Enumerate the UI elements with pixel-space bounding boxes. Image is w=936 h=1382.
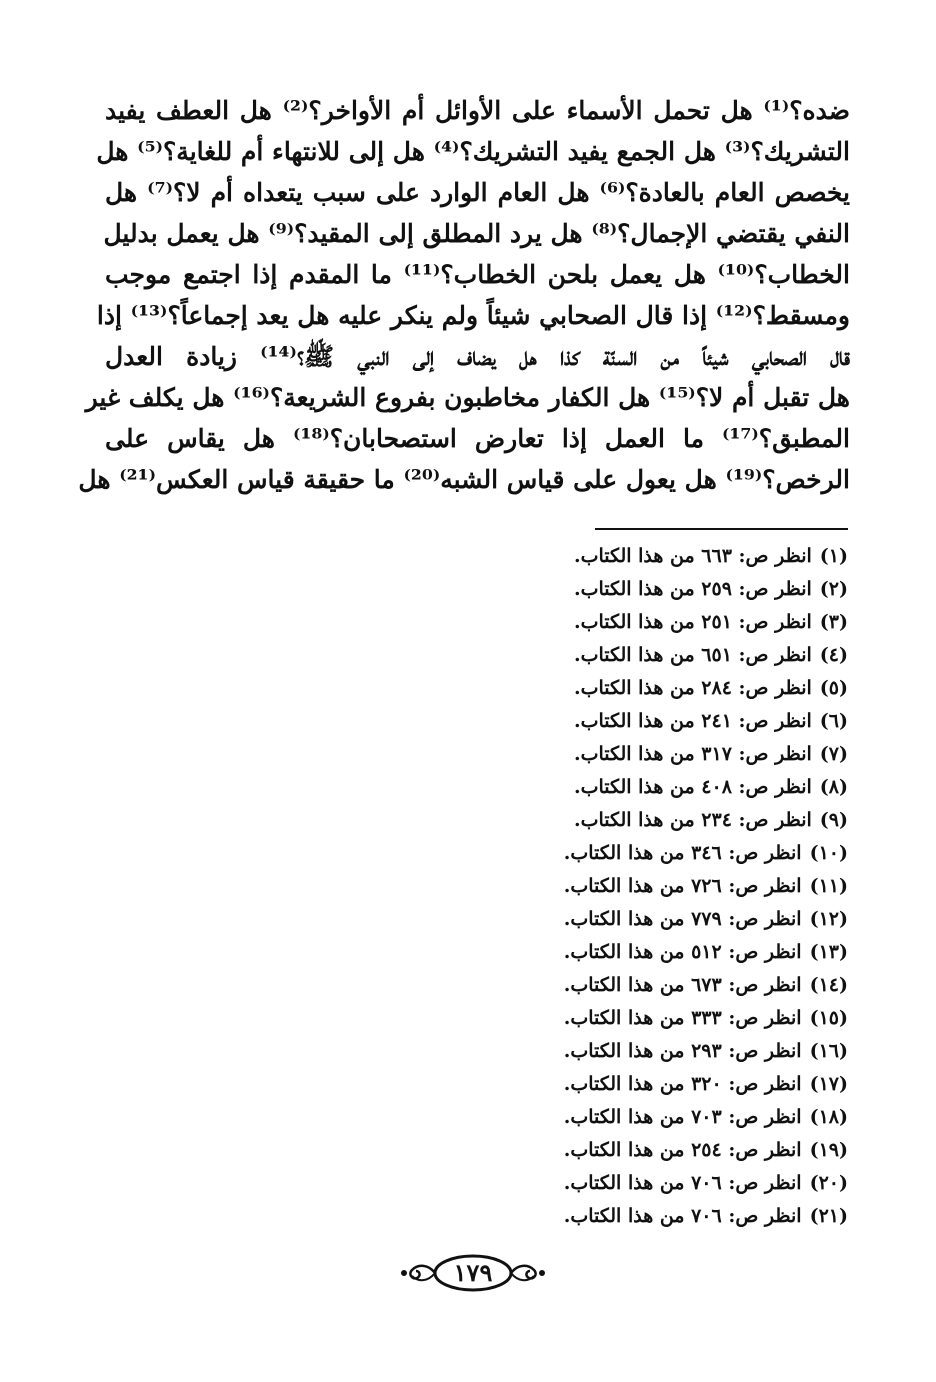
text-line: ضده؟⁽¹⁾ هل تحمل الأسماء على الأوائل أم الأواخر؟⁽²⁾ هل العطف يفيد: [105, 96, 850, 125]
footnote-item: [420, 639, 850, 672]
text-line: المطبق؟⁽¹⁷⁾ ما العمل إذا تعارض استصحابان؟⁽¹⁸⁾ هل يقاس على: [105, 424, 850, 453]
footnote-number: (١٢): [809, 908, 848, 930]
footnote-number: (٦): [819, 710, 848, 732]
footnote-number: (٩): [819, 809, 848, 831]
footnote-number: (٥): [819, 677, 848, 699]
footnote-item: [420, 705, 850, 738]
footnote-item: [420, 738, 850, 771]
footnote-text: انظر ص: ٧٠٦ من هذا الكتاب.: [563, 1172, 802, 1194]
footnote-text: انظر ص: ٣٣٣ من هذا الكتاب.: [563, 1007, 802, 1029]
footnote-item: [420, 573, 850, 606]
text-line: النفي يقتضي الإجمال؟⁽⁸⁾ هل يرد المطلق إلى المقيد؟⁽⁹⁾ هل يعمل بدليل: [103, 219, 850, 248]
footnote-number: (٢٠): [809, 1172, 848, 1194]
footnote-text: انظر ص: ٢٥٤ من هذا الكتاب.: [563, 1139, 802, 1161]
footnote-text: انظر ص: ٢٥١ من هذا الكتاب.: [573, 611, 812, 633]
footnote-text: انظر ص: ٣٤٦ من هذا الكتاب.: [563, 842, 802, 864]
footnote-text: انظر ص: ٢٩٣ من هذا الكتاب.: [563, 1040, 802, 1062]
footnote-number: (١٠): [809, 842, 848, 864]
footnote-number: (١٨): [809, 1106, 848, 1128]
footnote-item: [420, 837, 850, 870]
text-line: قال الصحابي شيئاً من السنّة كذا هل يضاف إلى النبي ﷺ؟⁽¹⁴⁾ زيادة العدل: [105, 342, 850, 371]
footnote-text: انظر ص: ٦٦٣ من هذا الكتاب.: [573, 545, 812, 567]
footnote-item: [420, 1002, 850, 1035]
text-line: الرخص؟⁽¹⁹⁾ هل يعول على قياس الشبه⁽²⁰⁾ ما حقيقة قياس العكس⁽²¹⁾ هل: [78, 465, 850, 494]
footnote-text: انظر ص: ٦٧٣ من هذا الكتاب.: [563, 974, 802, 996]
footnote-item: [420, 936, 850, 969]
footnote-number: (١٦): [809, 1040, 848, 1062]
text-line: يخصص العام بالعادة؟⁽⁶⁾ هل العام الوارد على سبب يتعداه أم لا؟⁽⁷⁾ هل: [105, 178, 850, 207]
footnote-item: [420, 804, 850, 837]
footnote-text: انظر ص: ٧٠٦ من هذا الكتاب.: [563, 1205, 802, 1227]
footnote-text: انظر ص: ٣١٧ من هذا الكتاب.: [573, 743, 812, 765]
footnote-number: (١): [819, 545, 848, 567]
text-line: ومسقط؟⁽¹²⁾ إذا قال الصحابي شيئاً ولم ينكر عليه هل يعد إجماعاً؟⁽¹³⁾ إذا: [96, 301, 850, 330]
footnote-item: [420, 903, 850, 936]
footnote-text: انظر ص: ٢٥٩ من هذا الكتاب.: [573, 578, 812, 600]
footnote-text: انظر ص: ٢٨٤ من هذا الكتاب.: [573, 677, 812, 699]
footnote-text: انظر ص: ٧٧٩ من هذا الكتاب.: [563, 908, 802, 930]
footnote-number: (١٥): [809, 1007, 848, 1029]
footnote-item: [420, 870, 850, 903]
footnote-item: [420, 1134, 850, 1167]
footnote-item: [420, 1068, 850, 1101]
page-number: ١٧٩: [453, 1258, 493, 1287]
footnote-item: [420, 969, 850, 1002]
footnote-divider: [595, 528, 848, 530]
footnote-text: انظر ص: ٧٢٦ من هذا الكتاب.: [563, 875, 802, 897]
footnote-number: (٤): [819, 644, 848, 666]
text-line: الخطاب؟⁽¹⁰⁾ هل يعمل بلحن الخطاب؟⁽¹¹⁾ ما المقدم إذا اجتمع موجب: [105, 260, 850, 289]
footnote-item: [420, 606, 850, 639]
footnote-text: انظر ص: ٧٠٣ من هذا الكتاب.: [563, 1106, 802, 1128]
page-number-ornament: [398, 1250, 548, 1296]
footnote-text: انظر ص: ٣٢٠ من هذا الكتاب.: [563, 1073, 802, 1095]
footnote-number: (٨): [819, 776, 848, 798]
footnotes-list: [420, 540, 850, 1233]
footnote-item: [420, 1200, 850, 1233]
footnote-item: [420, 540, 850, 573]
footnote-number: (١٩): [809, 1139, 848, 1161]
footnote-item: [420, 1101, 850, 1134]
footnote-text: انظر ص: ٢٤١ من هذا الكتاب.: [573, 710, 812, 732]
footnote-number: (٣): [819, 611, 848, 633]
footnote-number: (١٧): [809, 1073, 848, 1095]
footnote-text: انظر ص: ٥١٢ من هذا الكتاب.: [563, 941, 802, 963]
footnote-number: (٢١): [809, 1205, 848, 1227]
footnote-number: (١١): [809, 875, 848, 897]
footnote-text: انظر ص: ٤٠٨ من هذا الكتاب.: [573, 776, 812, 798]
main-text: [78, 90, 850, 500]
footnote-item: [420, 672, 850, 705]
footnote-item: [420, 1035, 850, 1068]
footnote-text: انظر ص: ٢٣٤ من هذا الكتاب.: [573, 809, 812, 831]
text-line: التشريك؟⁽³⁾ هل الجمع يفيد التشريك؟⁽⁴⁾ هل إلى للانتهاء أم للغاية؟⁽⁵⁾ هل: [96, 137, 850, 166]
footnote-item: [420, 771, 850, 804]
footnote-number: (٢): [819, 578, 848, 600]
footnote-number: (١٣): [809, 941, 848, 963]
footnote-number: (٧): [819, 743, 848, 765]
footnote-text: انظر ص: ٦٥١ من هذا الكتاب.: [573, 644, 812, 666]
footnote-number: (١٤): [809, 974, 848, 996]
footnote-item: [420, 1167, 850, 1200]
text-line: هل تقبل أم لا؟⁽¹⁵⁾ هل الكفار مخاطبون بفروع الشريعة؟⁽¹⁶⁾ هل يكلف غير: [85, 383, 850, 412]
